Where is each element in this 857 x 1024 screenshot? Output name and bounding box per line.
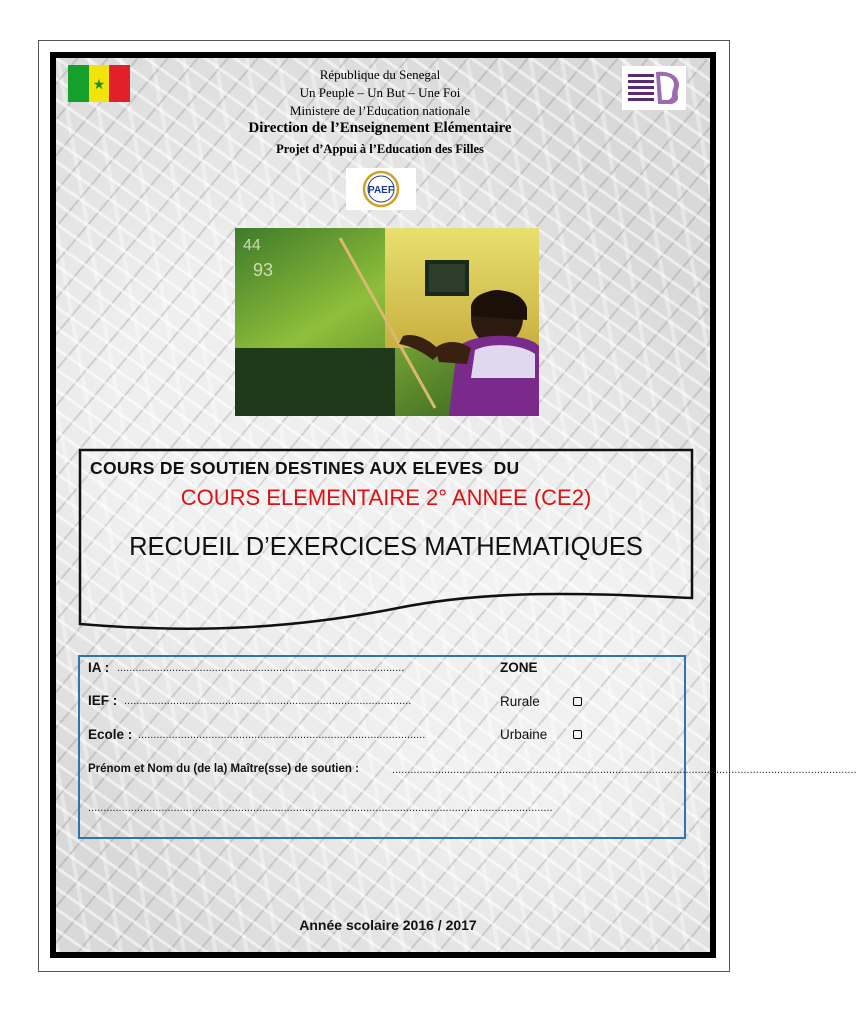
rurale-checkbox[interactable] [573,697,582,706]
maitre-field[interactable]: ........................................................................................................................................................ [392,764,857,776]
paef-logo [346,168,416,210]
rurale-label: Rurale [500,694,540,709]
ministry-logo-icon [622,66,686,110]
ecole-field[interactable]: .............................................................................................. [138,729,426,741]
zone-label: ZONE [500,660,538,675]
chalk-text-2: 93 [253,260,274,280]
paef-logo-text: PAEF [368,185,394,196]
ministry-line: Ministere de l’Education nationale [289,103,471,118]
header-block [230,66,530,120]
flag-star-icon: ★ [89,65,110,102]
motto-line: Un Peuple – Un But – Une Foi [299,85,461,100]
cover-photo [235,228,539,416]
ia-label: IA : [88,660,110,675]
title-line-1: COURS DE SOUTIEN DESTINES AUX ELEVES DU [90,458,520,478]
direction-title: Direction de l’Enseignement Elémentaire [248,120,512,136]
chalk-text-1: 44 [243,237,261,254]
senegal-flag-icon [68,65,130,102]
title-line-2: COURS ELEMENTAIRE 2° ANNEE (CE2) [180,485,592,510]
ia-field[interactable]: .............................................................................................. [117,662,405,674]
projet-title: Projet d’Appui à l’Education des Filles [276,142,484,156]
school-year: Année scolaire 2016 / 2017 [299,917,477,933]
urbaine-label: Urbaine [500,727,548,742]
ief-field[interactable]: .............................................................................................. [124,695,412,707]
urbaine-checkbox[interactable] [573,730,582,739]
ecole-label: Ecole : [88,727,133,742]
maitre-field-continued[interactable]: ........................................................................................................................................................ [88,802,553,814]
maitre-label: Prénom et Nom du (de la) Maître(sse) de soutien : [88,763,359,775]
ief-label: IEF : [88,693,118,708]
republic-line: République du Senegal [319,67,441,82]
title-line-3: RECUEIL D’EXERCICES MATHEMATIQUES [129,533,643,561]
